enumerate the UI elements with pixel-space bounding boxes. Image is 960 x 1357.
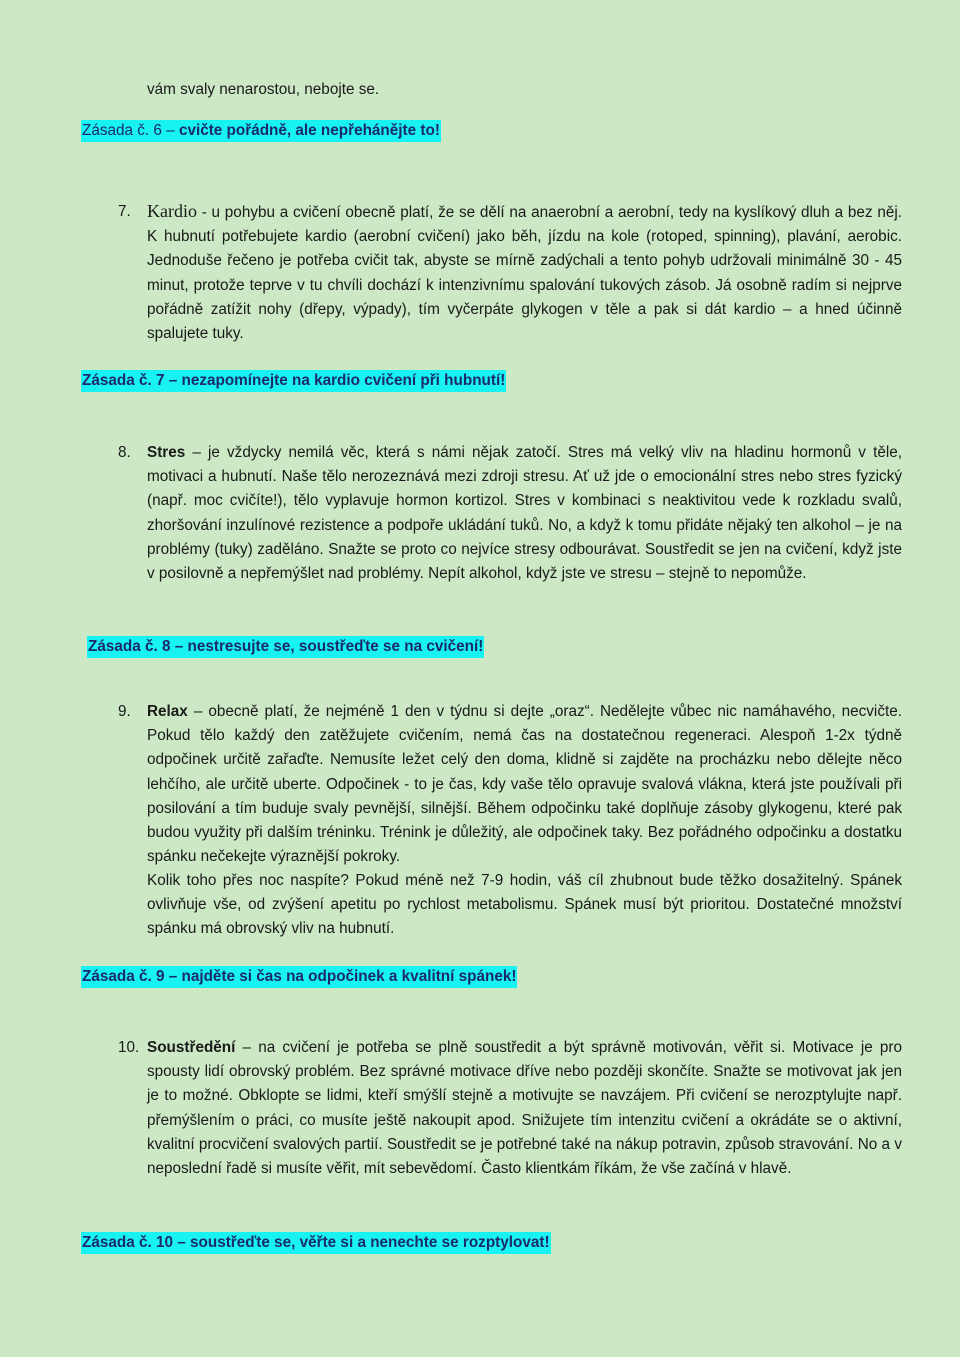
- rule-10-highlight: Zásada č. 10 – soustřeďte se, věřte si a nenechte se rozptylovat!: [81, 1232, 551, 1254]
- section-9-body: – obecně platí, že nejméně 1 den v týdnu si dejte „oraz“. Nedělejte vůbec nic namáhavého, necvičte. Pokud tělo každý den zatěžujete cvičením, nemá čas na dostatečnou regeneraci. Alespoň 1-2x týdně odpočinek určitě zařaďte. Nemusíte ležet celý den doma, klidně si zajděte na procházku nebo dělejte něco lehčího, ale určitě uberte. Odpočinek - to je čas, kdy vaše tělo opravuje svalová vlákna, která jste používali při posilování a tím buduje svaly pevnější, silnější. Během odpočinku také doplňuje zásoby glykogenu, které pak budou využity při dalším tréninku. Trénink je důležitý, ale odpočinek taky. Bez pořádného odpočinku a dostatku spánku nečekejte výraznější pokroky.: [147, 703, 902, 866]
- section-8-title: Stres: [147, 444, 186, 461]
- rule-7-highlight: Zásada č. 7 – nezapomínejte na kardio cvičení při hubnutí!: [81, 370, 506, 392]
- section-7-title: Kardio: [147, 201, 197, 221]
- rule-6-highlight: [81, 120, 441, 142]
- section-8-number: 8.: [118, 444, 131, 461]
- rule-6-prefix: Zásada č. 6 –: [82, 122, 179, 139]
- section-8-body: – je vždycky nemilá věc, která s námi nějak zatočí. Stres má velký vliv na hladinu hormonů v těle, motivaci a hubnutí. Naše tělo nerozeznává mezi zdroji stresu. Ať už jde o emocionální stres nebo stres fyzický (např. moc cvičíte!), tělo vyplavuje hormon kortizol. Stres v kombinaci s neaktivitou vede k rozkladu svalů, zhoršování inzulínové rezistence a podpoře ukládání tuků. No, a když k tomu přidáte nějaký ten alkohol – je na problémy (tuky) zaděláno. Snažte se proto co nejvíce stresy odbourávat. Soustředit se jen na cvičení, když jste v posilovně a nepřemýšlet nad problémy. Nepít alkohol, když jste ve stresu – stejně to nepomůže.: [147, 444, 902, 583]
- section-7-number: 7.: [118, 203, 131, 220]
- section-10-title: Soustředění: [147, 1039, 236, 1056]
- section-10-body: – na cvičení je potřeba se plně soustředit a být správně motivován, věřit si. Motivace je pro spousty lidí obrovský problém. Bez správné motivace dříve nebo později skončíte. Snažte se motivovat jak jen je to možné. Obklopte se lidmi, kteří smýšlí stejně a motivujte se navzájem. Při cvičení se nerozptylujte např. přemýšlením o práci, co musíte ještě nakoupit apod. Snižujete tím intenzitu cvičení a okrádáte se o aktivní, kvalitní procvičení svalových partií. Soustředit se je potřebné také na nákup potravin, způsob stravování. No a v neposlední řadě si musíte věřit, mít sebevědomí. Často klientkám říkám, že vše začíná v hlavě.: [147, 1039, 902, 1178]
- section-7-body: - u pohybu a cvičení obecně platí, že se dělí na anaerobní a aerobní, tedy na kyslíkový dluh a bez něj. K hubnutí potřebujete kardio (aerobní cvičení) jako běh, jízdu na kole (rotoped, spinning), plavání, aerobic. Jednoduše řečeno je potřeba cvičit tak, abyste se mírně zadýchali a tento pohyb udržovali minimálně 30 - 45 minut, protože teprve v tu chvíli dochází k intenzivnímu spalování tukových zásob. Já osobně radím si nejprve pořádně zatížit nohy (dřepy, výpady), tím vyčerpáte glykogen v těle a pak si dát kardio – a hned účinně spalujete tuky.: [147, 204, 902, 343]
- rule-8-highlight: Zásada č. 8 – nestresujte se, soustřeďte se na cvičení!: [87, 636, 484, 658]
- section-9-title: Relax: [147, 703, 188, 720]
- section-10-paragraph: [147, 1036, 902, 1181]
- section-8-paragraph: [147, 441, 902, 586]
- rule-6-text: cvičte pořádně, ale nepřehánějte to!: [178, 122, 440, 139]
- section-9-paragraph: [147, 700, 902, 869]
- section-7-paragraph: [147, 199, 902, 346]
- intro-line: vám svaly nenarostou, nebojte se.: [147, 81, 380, 98]
- rule-9-highlight: Zásada č. 9 – najděte si čas na odpočinek a kvalitní spánek!: [81, 966, 517, 988]
- section-9-paragraph-2: Kolik toho přes noc naspíte? Pokud méně než 7-9 hodin, váš cíl zhubnout bude těžko dosažitelný. Spánek ovlivňuje vše, od zvýšení apetitu po rychlost metabolismu. Spánek musí být prioritou. Dostatečné množství spánku má obrovský vliv na hubnutí.: [147, 872, 902, 938]
- section-9-number: 9.: [118, 703, 131, 720]
- section-10-number: 10.: [118, 1039, 140, 1056]
